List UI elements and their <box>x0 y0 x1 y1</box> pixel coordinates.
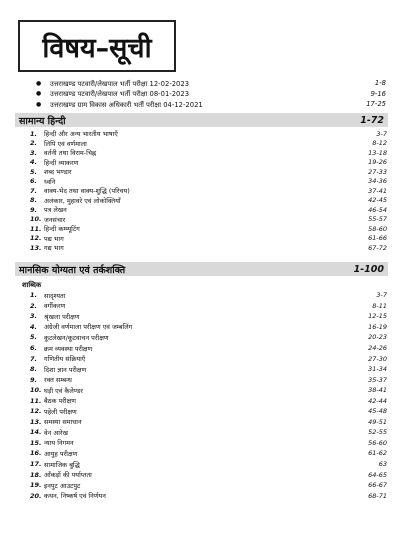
toc-item[interactable] <box>30 205 387 215</box>
toc-item[interactable] <box>30 177 387 187</box>
item-pages: 12-15 <box>368 312 387 321</box>
item-pages: 67-72 <box>368 243 387 252</box>
item-number: 3. <box>30 312 37 321</box>
item-number: 7. <box>30 186 37 195</box>
toc-item[interactable] <box>30 167 387 177</box>
exam-list <box>36 78 386 110</box>
exam-item[interactable] <box>36 99 386 110</box>
toc-item[interactable] <box>30 322 387 333</box>
item-title: इनपुट आउटपुट <box>44 481 81 490</box>
item-pages: 56-60 <box>368 438 387 447</box>
item-title: समस्या समाधान <box>44 418 82 427</box>
item-title: सामाजिक बुद्धि <box>44 460 80 469</box>
toc-item[interactable] <box>30 353 387 364</box>
item-title: हिन्दी व्याकरण <box>44 158 79 167</box>
exam-title: उत्तराखण्ड पटवारी/लेखपाल भर्ती परीक्षा 08-01-2023 <box>50 90 190 99</box>
item-title: वाक्य-भेद तथा वाक्य-शुद्धि (परिचय) <box>44 187 130 196</box>
exam-pages: 1-8 <box>374 79 386 88</box>
item-number: 3. <box>30 148 37 157</box>
item-title: पत्र लेखन <box>44 206 67 215</box>
page-title: विषय–सूची <box>18 20 176 72</box>
bullet-icon: ● <box>36 79 42 87</box>
toc-item[interactable] <box>30 490 387 501</box>
toc-item[interactable] <box>30 215 387 225</box>
toc-item[interactable] <box>30 480 387 491</box>
bullet-icon: ● <box>36 100 42 108</box>
item-pages: 42-45 <box>368 196 387 205</box>
item-pages: 13-18 <box>368 148 387 157</box>
item-pages: 63 <box>378 460 387 469</box>
item-number: 18. <box>30 470 42 479</box>
item-pages: 37-41 <box>368 186 387 195</box>
item-title: पद्य भाग <box>44 234 64 243</box>
toc-list-hindi <box>30 129 387 253</box>
item-number: 8. <box>30 196 37 205</box>
item-pages: 3-7 <box>376 291 387 300</box>
item-title: हिन्दी कम्प्यूटिंग <box>44 225 80 234</box>
item-pages: 24-26 <box>368 344 387 352</box>
toc-item[interactable] <box>30 332 387 343</box>
section-title: मानसिक योग्यता एवं तर्कशक्ति <box>19 264 126 276</box>
item-number: 10. <box>30 386 42 395</box>
item-number: 6. <box>30 177 37 186</box>
item-number: 13. <box>30 417 42 426</box>
item-title: वर्गीकरण <box>44 302 66 311</box>
toc-item[interactable] <box>30 417 387 428</box>
toc-item[interactable] <box>30 196 387 206</box>
item-pages: 20-23 <box>368 333 387 342</box>
bullet-icon: ● <box>36 90 42 98</box>
toc-item[interactable] <box>30 158 387 168</box>
item-number: 2. <box>30 139 37 148</box>
exam-pages: 9-16 <box>370 89 386 98</box>
item-pages: 64-65 <box>368 470 387 479</box>
item-pages: 35-37 <box>368 375 387 384</box>
item-title: सादृश्यता <box>44 291 66 300</box>
item-number: 4. <box>30 322 37 331</box>
subheading-verbal: शाब्दिक <box>22 281 42 289</box>
item-number: 11. <box>30 396 42 405</box>
item-pages: 34-36 <box>368 177 387 186</box>
item-pages: 3-7 <box>376 129 387 138</box>
item-title: घड़ी एवं कैलेण्डर <box>44 386 83 395</box>
item-title: गणितीय संक्रियाएँ <box>44 355 86 364</box>
item-pages: 58-60 <box>368 224 387 233</box>
item-title: शब्द भण्डार <box>44 168 72 177</box>
item-title: आँकड़ों की पर्याप्तता <box>44 471 92 480</box>
item-title: दिशा ज्ञान परीक्षण <box>44 365 87 374</box>
toc-item[interactable] <box>30 224 387 234</box>
item-title: जनसंचार <box>44 215 66 224</box>
item-number: 12. <box>30 234 42 243</box>
item-title: आयुह परीक्षण <box>44 449 78 458</box>
section-header-hindi[interactable] <box>15 113 388 127</box>
item-number: 8. <box>30 365 37 374</box>
item-pages: 49-51 <box>368 417 387 426</box>
toc-item[interactable] <box>30 186 387 196</box>
item-number: 7. <box>30 354 37 363</box>
item-title: वर्तनी तथा विराम-चिह्न <box>44 149 97 158</box>
item-number: 15. <box>30 438 42 447</box>
item-number: 13. <box>30 243 42 252</box>
item-pages: 16-19 <box>368 322 387 331</box>
toc-item[interactable] <box>30 395 387 406</box>
item-pages: 8-11 <box>372 301 387 310</box>
item-pages: 27-33 <box>368 167 387 176</box>
item-number: 19. <box>30 481 42 490</box>
toc-item[interactable] <box>30 459 387 470</box>
toc-item[interactable] <box>30 427 387 438</box>
toc-item[interactable] <box>30 385 387 396</box>
item-number: 11. <box>30 224 42 233</box>
toc-item[interactable] <box>30 374 387 385</box>
item-number: 6. <box>30 344 37 352</box>
toc-item[interactable] <box>30 290 387 301</box>
item-number: 12. <box>30 407 42 416</box>
item-pages: 8-12 <box>372 139 387 148</box>
item-number: 1. <box>30 291 37 300</box>
section-pages: 1-100 <box>353 263 384 275</box>
toc-item[interactable] <box>30 301 387 312</box>
item-title: ध्वनि <box>44 177 56 186</box>
item-pages: 27-30 <box>368 354 387 363</box>
item-pages: 61-66 <box>368 234 387 243</box>
exam-title: उत्तराखण्ड ग्राम विकास अधिकारी भर्ती परीक्षा 04-12-2021 <box>50 100 203 109</box>
item-number: 20. <box>30 491 42 500</box>
item-number: 5. <box>30 167 37 176</box>
exam-item[interactable] <box>36 89 386 100</box>
toc-item[interactable] <box>30 139 387 149</box>
item-title: पहेली परीक्षण <box>44 407 77 416</box>
item-title: कूटलेखन/कूटवाचन परीक्षण <box>44 333 109 342</box>
item-number: 17. <box>30 460 42 469</box>
item-number: 1. <box>30 129 37 138</box>
item-number: 14. <box>30 428 42 437</box>
item-title: क्रम व्यवस्था परीक्षण <box>44 344 93 353</box>
item-number: 9. <box>30 375 37 384</box>
section-title: सामान्य हिन्दी <box>19 115 66 127</box>
item-number: 4. <box>30 158 37 167</box>
item-pages: 31-34 <box>368 365 387 374</box>
toc-item[interactable] <box>30 364 387 375</box>
item-title: रक्त सम्बन्ध <box>44 376 72 385</box>
toc-item[interactable] <box>30 448 387 459</box>
item-title: वेन आरेख <box>44 428 68 437</box>
item-pages: 38-41 <box>368 386 387 395</box>
item-pages: 42-44 <box>368 396 387 405</box>
item-pages: 52-55 <box>368 428 387 437</box>
exam-pages: 17-25 <box>366 100 386 109</box>
item-pages: 61-62 <box>368 449 387 458</box>
item-pages: 19-26 <box>368 158 387 167</box>
item-title: बैठक परीक्षण <box>44 397 76 406</box>
item-number: 2. <box>30 301 37 310</box>
item-title: न्याय निगमन <box>44 439 74 448</box>
item-number: 16. <box>30 449 42 458</box>
section-header-reasoning[interactable] <box>15 262 388 276</box>
toc-item[interactable] <box>30 129 387 139</box>
item-title: अंग्रेजी वर्णमाला परीक्षण एवं जम्बलिंग <box>44 323 133 332</box>
exam-title: उत्तराखण्ड पटवारी/लेखपाल भर्ती परीक्षा 12-02-2023 <box>50 79 190 88</box>
item-title: हिन्दी और अन्य भारतीय भाषाएँ <box>44 130 118 139</box>
item-pages: 55-57 <box>368 215 387 224</box>
toc-item[interactable] <box>30 469 387 480</box>
item-pages: 68-71 <box>368 491 387 500</box>
item-number: 10. <box>30 215 42 224</box>
item-pages: 66-67 <box>368 481 387 490</box>
item-title: अलंकार, मुहावरे एवं लोकोक्तियाँ <box>44 196 121 205</box>
toc-item[interactable] <box>30 243 387 253</box>
toc-item[interactable] <box>30 234 387 244</box>
item-title: गद्य भाग <box>44 244 64 253</box>
toc-list-reasoning <box>30 290 387 501</box>
item-title: श्रृंखला परीक्षण <box>44 312 80 321</box>
item-number: 9. <box>30 205 37 214</box>
toc-item[interactable] <box>30 343 387 354</box>
item-pages: 45-48 <box>368 407 387 416</box>
item-title: कथन, निष्कर्ष एवं निर्णयन <box>44 492 106 501</box>
item-pages: 46-54 <box>368 205 387 214</box>
toc-item[interactable] <box>30 406 387 417</box>
item-title: लिपि एवं वर्णमाला <box>44 139 87 148</box>
toc-item[interactable] <box>30 311 387 322</box>
section-pages: 1-72 <box>360 114 384 126</box>
exam-item[interactable] <box>36 78 386 89</box>
toc-item[interactable] <box>30 438 387 449</box>
toc-item[interactable] <box>30 148 387 158</box>
item-number: 5. <box>30 333 37 342</box>
